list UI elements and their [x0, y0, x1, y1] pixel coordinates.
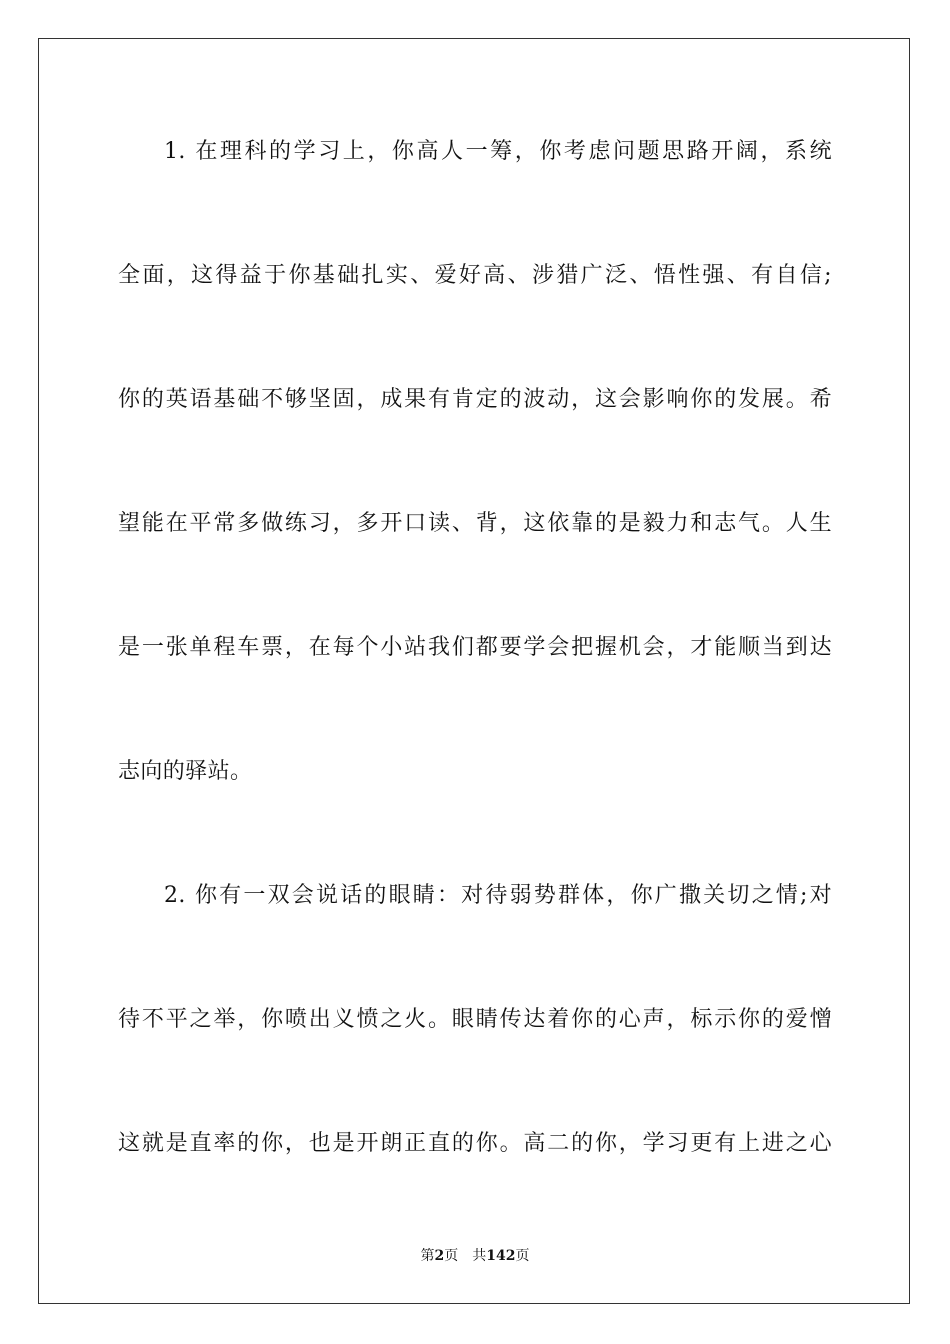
total-suffix: 页 — [515, 1248, 530, 1264]
paragraph-1-line-2: 全面，这得益于你基础扎实、爱好高、涉猎广泛、悟性强、有自信; — [118, 263, 832, 288]
paragraph-2-line-3: 这就是直率的你，也是开朗正直的你。高二的你，学习更有上进之心 — [118, 1131, 832, 1156]
paragraph-2-line-1: 2. 你有一双会说话的眼睛：对待弱势群体，你广撒关切之情;对 — [164, 883, 832, 908]
paragraph-1-line-4: 望能在平常多做练习，多开口读、背，这依靠的是毅力和志气。人生 — [118, 511, 832, 536]
total-prefix: 共 — [472, 1248, 487, 1264]
page-number: 2 — [434, 1248, 445, 1264]
page-prefix: 第 — [420, 1248, 435, 1264]
page-border — [38, 38, 910, 1304]
page-suffix: 页 — [444, 1248, 459, 1264]
total-pages: 142 — [486, 1248, 516, 1264]
paragraph-1-line-1: 1. 在理科的学习上，你高人一筹，你考虑问题思路开阔，系统 — [164, 139, 832, 164]
paragraph-1-line-3: 你的英语基础不够坚固，成果有肯定的波动，这会影响你的发展。希 — [118, 387, 832, 412]
paragraph-1-line-5: 是一张单程车票，在每个小站我们都要学会把握机会，才能顺当到达 — [118, 635, 832, 660]
paragraph-2-line-2: 待不平之举，你喷出义愤之火。眼睛传达着你的心声，标示你的爱憎 — [118, 1007, 832, 1032]
page-footer — [0, 1247, 950, 1265]
paragraph-1-line-6: 志向的驿站。 — [118, 759, 253, 784]
